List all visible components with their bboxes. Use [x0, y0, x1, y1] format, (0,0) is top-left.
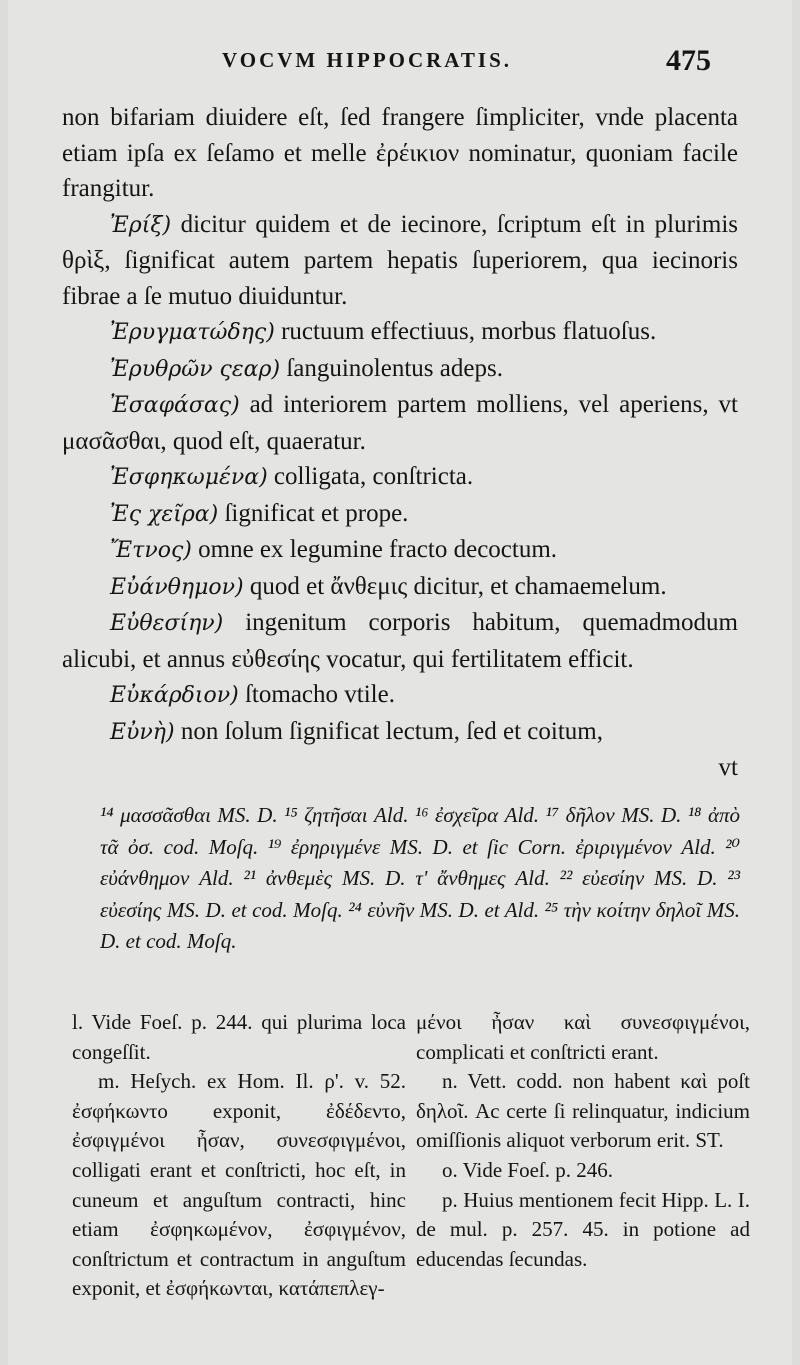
- note-l: l. Vide Foeſ. p. 244. qui plurima loca congeſſit.: [72, 1010, 406, 1064]
- headword: Ἐσφηκωμένα): [110, 465, 268, 490]
- headword: Ἐρυθρῶν ςεαρ): [110, 356, 281, 382]
- headword: Ἐς χεῖρα): [110, 501, 219, 527]
- headword: Ἐσαφάσας): [110, 393, 240, 418]
- headword: Εὐάνθημον): [110, 574, 244, 600]
- notes-left-column: [72, 1008, 406, 1304]
- page-header: [0, 40, 800, 90]
- definition: ſanguinolentus adeps.: [280, 354, 503, 382]
- entry-eriks: [62, 207, 738, 315]
- entry-euthesien: [62, 605, 738, 677]
- definition: dicitur quidem et de iecinore, ſcriptum eſt in plurimis θρὶξ, ſignificat autem partem hepatis ſuperiorem, qua iecinoris fibrae a ſe mutuo diuiduntur.: [62, 210, 738, 310]
- page-number: 475: [666, 44, 711, 77]
- note-m: m. Heſych. ex Hom. Il. ρ'. v. 52. ἐσφήκωντο exponit, ἐδέδεντο, ἐσφιγμένοι ἦσαν, συνεσφιγμένοι, colligati erant et conſtricti, hoc eſt, in cuneum et anguſtum contracti, hinc etiam ἐσφηκωμένον, ἐσφιγμένον, conſtrictum et contractum in anguſtum exponit, et ἐσφήκωνται, κατάπεπλεγ-: [72, 1069, 406, 1301]
- headword: Ἐρίξ): [110, 212, 172, 238]
- definition: non ſolum ſignificat lectum, ſed et coitum,: [174, 717, 603, 745]
- headword: Ἐρυγματώδης): [110, 320, 275, 345]
- note-o: o. Vide Foeſ. p. 246.: [442, 1157, 614, 1182]
- note-m-continued: μένοι ἦσαν καὶ συνεσφιγμένοι, complicati et conſtricti erant.: [416, 1010, 750, 1064]
- paragraph: non bifariam diuidere eſt, ſed frangere ſimpliciter, vnde placenta etiam ipſa ex ſeſamo et melle ἐρέικιον nominatur, quoniam facile frangitur.: [62, 104, 738, 202]
- definition: quod et ἄνθεμις dicitur, et chamaemelum.: [243, 572, 667, 600]
- note-p: p. Huius mentionem fecit Hipp. L. I. de mul. p. 257. 45. in potione ad educendas ſecundas.: [416, 1187, 750, 1271]
- headword: Εὐκάρδιον): [110, 683, 239, 708]
- running-head: VOCVM HIPPOCRATIS.: [222, 48, 513, 72]
- notes-right-column: [416, 1008, 750, 1274]
- note-n: n. Vett. codd. non habent καὶ poſt δηλοῖ. Ac certe ſi relinquatur, indicium omiſſionis aliquot verborum erit. ST.: [416, 1069, 750, 1153]
- definition: omne ex legumine fracto decoctum.: [191, 536, 558, 563]
- catchword: vt: [718, 754, 738, 781]
- definition: ſtomacho vtile.: [238, 681, 395, 708]
- definition: ad interiorem partem molliens, vel aperiens, vt μασᾶσθαι, quod eſt, quaeratur.: [62, 391, 738, 455]
- definition: ſignificat et prope.: [218, 499, 409, 527]
- entry-esaphasas: [62, 387, 738, 459]
- entry-etnos: [62, 532, 738, 569]
- definition: ructuum effectiuus, morbus flatuoſus.: [274, 318, 657, 345]
- entry-erythron: [62, 351, 738, 388]
- entry-eukardion: [62, 677, 738, 714]
- main-text: [62, 100, 738, 786]
- headword: Εὐνὴ): [110, 719, 175, 745]
- entry-eune: [62, 714, 738, 751]
- headword: Ἔτνος): [110, 538, 192, 563]
- entry-esphekomena: [62, 459, 738, 496]
- variant-readings: ¹⁴ μασσᾶσθαι MS. D. ¹⁵ ζητῆσαι Ald. ¹⁶ ἐσχεῖρα Ald. ¹⁷ δῆλον MS. D. ¹⁸ ἀπὸ τᾶ ὀσ. cod. Moſq. ¹⁹ ἐρηριγμένε MS. D. et ſic Corn. ἐριριγμένον Ald. ²⁰ εὐάνθημον Ald. ²¹ ἀνθεμὲς MS. D. τ' ἄνθημες Ald. ²² εὐεσίην MS. D. ²³ εὐεσίης MS. D. et cod. Moſq. ²⁴ εὐνῆν MS. D. et Ald. ²⁵ τὴν κοίτην δηλοῖ MS. D. et cod. Moſq.: [100, 803, 740, 953]
- headword: Εὐθεσίην): [110, 611, 224, 636]
- definition: ingenitum corporis habitum, quemadmodum alicubi, et annus εὐθεσίης vocatur, qui fertilitatem efficit.: [62, 609, 738, 673]
- entry-es-cheira: [62, 496, 738, 533]
- entry-euanthemon: [62, 569, 738, 606]
- entry-erygmatodes: [62, 314, 738, 351]
- definition: colligata, conſtricta.: [267, 463, 474, 490]
